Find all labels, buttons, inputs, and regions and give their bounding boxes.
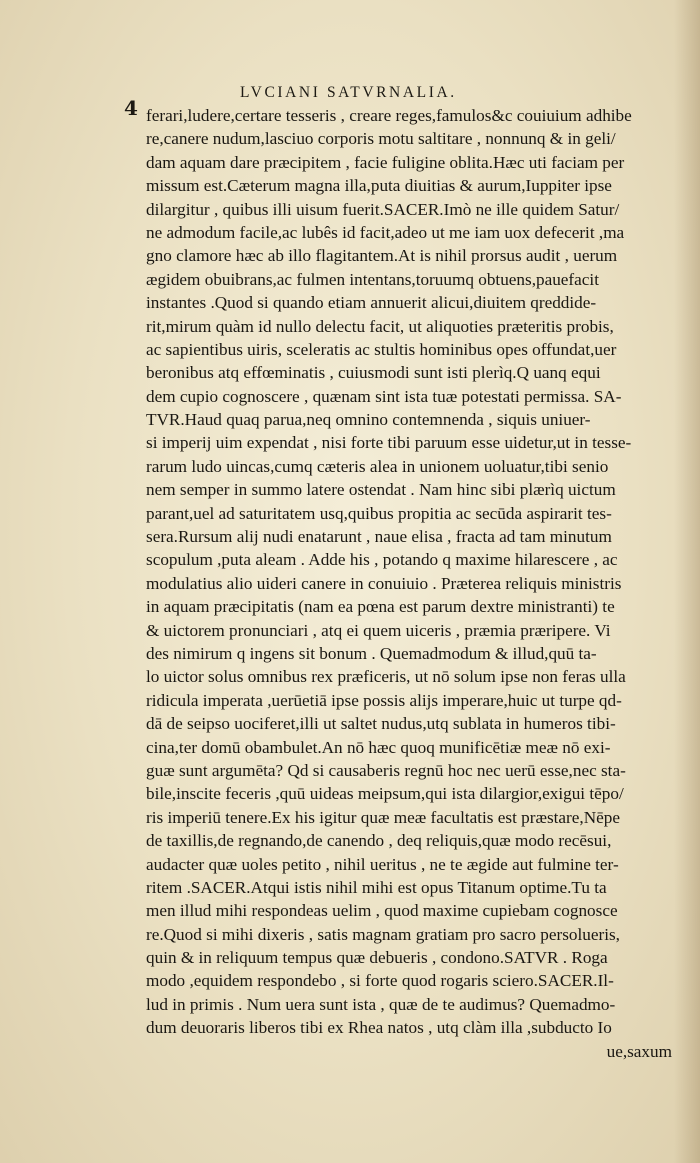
- text-line: ægidem obuibrans,ac fulmen intentans,toruumq obtuens,pauefacit: [146, 269, 599, 289]
- text-line: re.Quod si mihi dixeris , satis magnam gratiam pro sacro persolueris,: [146, 924, 620, 944]
- text-line: dilargitur , quibus illi uisum fuerit.SACER.Imò ne ille quidem Satur/: [146, 199, 620, 219]
- catchword: ue,saxum: [606, 1041, 672, 1061]
- text-line: men illud mihi respondeas uelim , quod maxime cupiebam cognosce: [146, 901, 618, 921]
- text-line: dam aquam dare præcipitem , facie fuligine oblita.Hæc uti faciam per: [146, 152, 625, 172]
- text-line: sera.Rursum alij nudi enatarunt , naue elisa , fracta ad tam minutum: [146, 527, 612, 547]
- text-line: lo uictor solus omnibus rex præficeris, ut nō solum ipse non feras ulla: [146, 667, 626, 687]
- text-line: instantes .Quod si quando etiam annuerit alicui,diuitem qreddide-: [146, 293, 597, 313]
- text-line: de taxillis,de regnando,de canendo , deq reliquis,quæ modo recēsui,: [146, 831, 612, 851]
- text-line: audacter quæ uoles petito , nihil ueritus , ne te ægide aut fulmine ter-: [146, 854, 619, 874]
- running-head: LVCIANI SATVRNALIA.: [240, 84, 457, 101]
- text-line: in aquam præcipitatis (nam ea pœna est parum dextre ministranti) te: [146, 597, 615, 617]
- text-line: beronibus atq effœminatis , cuiusmodi sunt isti plerìq.Q uanq equi: [146, 363, 601, 383]
- body-text: [146, 104, 674, 1063]
- text-line: parant,uel ad saturitatem usq,quibus propitia ac secūda aspirarit tes-: [146, 503, 612, 523]
- text-line: guæ sunt argumēta? Qd si causaberis regnū hoc nec uerū esse,nec sta-: [146, 760, 626, 780]
- text-line: ris imperiū tenere.Ex his igitur quæ meæ facultatis est præstare,Nēpe: [146, 807, 620, 827]
- text-line: ferari,ludere,certare tesseris , creare reges,famulos&c couiuium adhibe: [146, 106, 632, 125]
- text-line: & uictorem pronunciari , atq ei quem uiceris , præmia præripere. Vi: [146, 620, 611, 640]
- text-line: modulatius alio uideri canere in conuiuio . Præterea reliquis ministris: [146, 573, 622, 593]
- text-line: ne admodum facile,ac lubês id facit,adeo ut me iam uox defecerit ,ma: [146, 222, 625, 242]
- text-line: dum deuoraris liberos tibi ex Rhea natos , utq clàm illa ,subducto Io: [146, 1018, 612, 1038]
- text-line: modo ,equidem respondebo , si forte quod rogaris sciero.SACER.Il-: [146, 971, 614, 991]
- text-line: dem cupio cognoscere , quænam sint ista tuæ potestati permissa. SA-: [146, 386, 622, 406]
- text-line: quin & in reliquum tempus quæ debueris , condono.SATVR . Roga: [146, 948, 608, 968]
- text-line: bile,inscite feceris ,quū uideas meipsum,qui ista dilargior,exigui tēpo/: [146, 784, 624, 804]
- text-line: nem semper in summo latere ostendat . Nam hinc sibi plærìq uictum: [146, 480, 616, 500]
- text-line: gno clamore hæc ab illo flagitantem.At is nihil prorsus audit , uerum: [146, 246, 618, 266]
- page-number: 4: [124, 96, 138, 120]
- text-line: scopulum ,puta aleam . Adde his , potando q maxime hilarescere , ac: [146, 550, 618, 570]
- text-line: rit,mirum quàm id nullo delectu facit, ut aliquoties præteritis probis,: [146, 316, 614, 336]
- text-line: ac sapientibus uiris, sceleratis ac stultis hominibus opes offundat,uer: [146, 339, 617, 359]
- text-line: ritem .SACER.Atqui istis nihil mihi est opus Titanum optime.Tu ta: [146, 877, 607, 897]
- text-line: si imperij uim expendat , nisi forte tibi paruum esse uidetur,ut in tesse-: [146, 433, 632, 453]
- text-line: des nimirum q ingens sit bonum . Quemadmodum & illud,quū ta-: [146, 643, 597, 663]
- text-line: re,canere nudum,lasciuo corporis motu saltitare , nonnunq & in geli/: [146, 129, 616, 149]
- text-line: rarum ludo uincas,cumq cæteris alea in unionem uoluatur,tibi senio: [146, 456, 609, 476]
- text-line: ridicula imperata ,uerūetiā ipse possis alijs imperare,huic ut turpe qd-: [146, 690, 622, 710]
- text-line: TVR.Haud quaq parua,neq omnino contemnenda , siquis uniuer-: [146, 410, 591, 430]
- text-line: lud in primis . Num uera sunt ista , quæ de te audimus? Quemadmo-: [146, 994, 616, 1014]
- page-gutter-shadow: [674, 0, 700, 1163]
- text-line: missum est.Cæterum magna illa,puta diuitias & aurum,Iuppiter ipse: [146, 176, 612, 196]
- text-line: dā de seipso uociferet,illi ut saltet nudus,utq sublata in humeros tibi-: [146, 714, 616, 734]
- text-line: cina,ter domū obambulet.An nō hæc quoq munificētiæ meæ nō exi-: [146, 737, 611, 757]
